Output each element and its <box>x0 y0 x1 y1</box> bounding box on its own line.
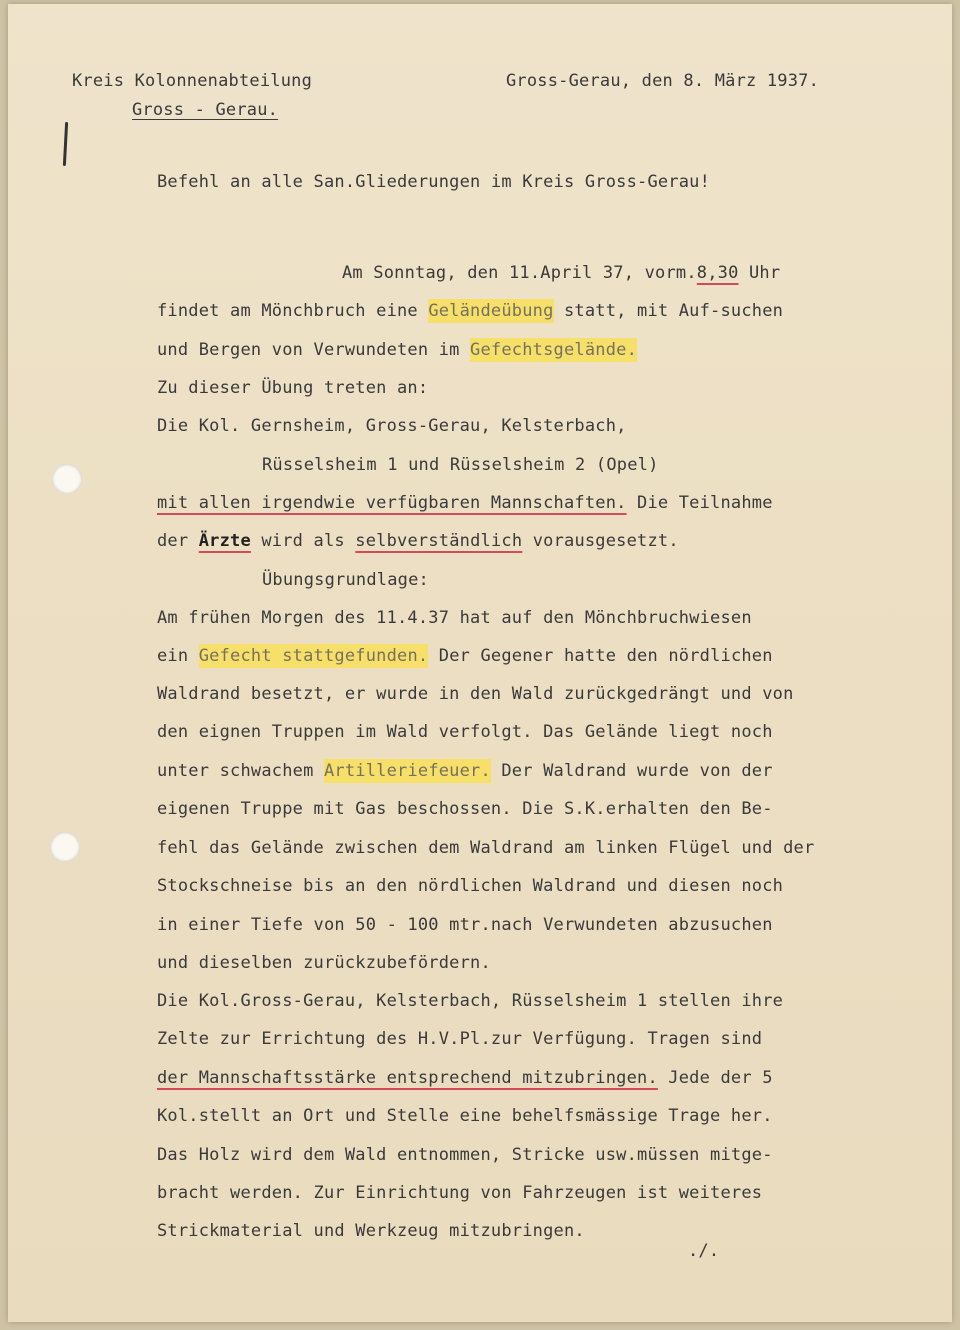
body-line-11-c: Der Gegener hatte den nördlichen <box>428 646 773 666</box>
highlight-gelaendeuebung: Geländeübung <box>428 301 554 321</box>
body-line-1 <box>342 262 780 284</box>
body-line-1-c: Uhr <box>738 263 781 283</box>
body-line-17: Stockschneise bis an den nördlichen Waldrand und diesen noch <box>157 876 784 896</box>
body-line-4: Zu dieser Übung treten an: <box>157 378 429 398</box>
body-line-22-b: Jede der 5 <box>657 1068 773 1088</box>
body-line-14-a: unter schwachem <box>157 761 324 781</box>
highlight-gefechtsgelaende: Gefechtsgelände. <box>470 340 638 360</box>
body-line-21: Zelte zur Errichtung des H.V.Pl.zur Verfügung. Tragen sind <box>157 1029 763 1049</box>
body-line-8-e: vorausgesetzt. <box>522 531 679 551</box>
body-line-6: Rüsselsheim 1 und Rüsselsheim 2 (Opel) <box>262 455 659 475</box>
continuation-mark: ./. <box>688 1241 720 1261</box>
body-line-14-c: Der Waldrand wurde von der <box>490 761 773 781</box>
body-line-16: fehl das Gelände zwischen dem Waldrand am linken Flügel und der <box>157 838 815 858</box>
body-line-2-a: findet am Mönchbruch eine <box>157 301 429 321</box>
body-line-19: und dieselben zurückzubefördern. <box>157 953 491 973</box>
sender-line-1: Kreis Kolonnenabteilung <box>72 71 313 91</box>
time-underlined: 8,30 <box>696 263 739 283</box>
place-date: Gross-Gerau, den 8. März 1937. <box>506 71 820 91</box>
body-line-24: Das Holz wird dem Wald entnommen, Stricke usw.müssen mitge- <box>157 1145 773 1165</box>
underline-aerzte: Ärzte <box>198 531 251 551</box>
body-line-12: Waldrand besetzt, er wurde in den Wald zurückgedrängt und von <box>157 684 794 704</box>
underline-selbverstaendlich: selbverständlich <box>355 531 523 551</box>
punch-hole-top <box>52 464 82 494</box>
sender-line-2: Gross - Gerau. <box>132 100 279 120</box>
body-line-10: Am frühen Morgen des 11.4.37 hat auf den Mönchbruchwiesen <box>157 608 752 628</box>
highlight-gefecht: Gefecht stattgefunden. <box>198 646 429 666</box>
body-line-9: Übungsgrundlage: <box>262 570 429 590</box>
body-line-25: bracht werden. Zur Einrichtung von Fahrzeugen ist weiteres <box>157 1183 763 1203</box>
body-line-20: Die Kol.Gross-Gerau, Kelsterbach, Rüsselsheim 1 stellen ihre <box>157 991 784 1011</box>
body-line-8-c: wird als <box>250 531 356 551</box>
body-line-7-b: Die Teilnahme <box>626 493 773 513</box>
body-line-11 <box>157 645 773 667</box>
body-line-13: den eignen Truppen im Wald verfolgt. Das Gelände liegt noch <box>157 722 773 742</box>
body-line-26: Strickmaterial und Werkzeug mitzubringen. <box>157 1221 585 1241</box>
body-line-1-a: Am Sonntag, den 11.April 37, vorm. <box>342 263 697 283</box>
body-line-3-a: und Bergen von Verwundeten im <box>157 340 471 360</box>
highlight-artilleriefeuer: Artilleriefeuer. <box>323 761 491 781</box>
body-line-11-a: ein <box>157 646 199 666</box>
body-line-2-c: statt, mit Auf-suchen <box>553 301 784 321</box>
underline-mitzubringen: der Mannschaftsstärke entsprechend mitzubringen. <box>157 1068 658 1088</box>
body-line-3 <box>157 339 637 361</box>
body-line-14 <box>157 760 773 782</box>
punch-hole-bottom <box>50 832 80 862</box>
underline-mannschaften: mit allen irgendwie verfügbaren Mannschaften. <box>157 493 627 513</box>
body-line-22 <box>157 1067 773 1089</box>
body-line-15: eigenen Truppe mit Gas beschossen. Die S.K.erhalten den Be- <box>157 799 773 819</box>
body-line-2 <box>157 300 783 322</box>
subject-line: Befehl an alle San.Gliederungen im Kreis Gross-Gerau! <box>157 172 711 192</box>
body-line-8-a: der <box>157 531 199 551</box>
body-line-8 <box>157 530 679 552</box>
body-line-23: Kol.stellt an Ort und Stelle eine behelfsmässige Trage her. <box>157 1106 773 1126</box>
body-line-5: Die Kol. Gernsheim, Gross-Gerau, Kelsterbach, <box>157 416 627 436</box>
body-line-18: in einer Tiefe von 50 - 100 mtr.nach Verwundeten abzusuchen <box>157 915 773 935</box>
pencil-mark <box>63 122 68 166</box>
body-line-7 <box>157 492 773 514</box>
